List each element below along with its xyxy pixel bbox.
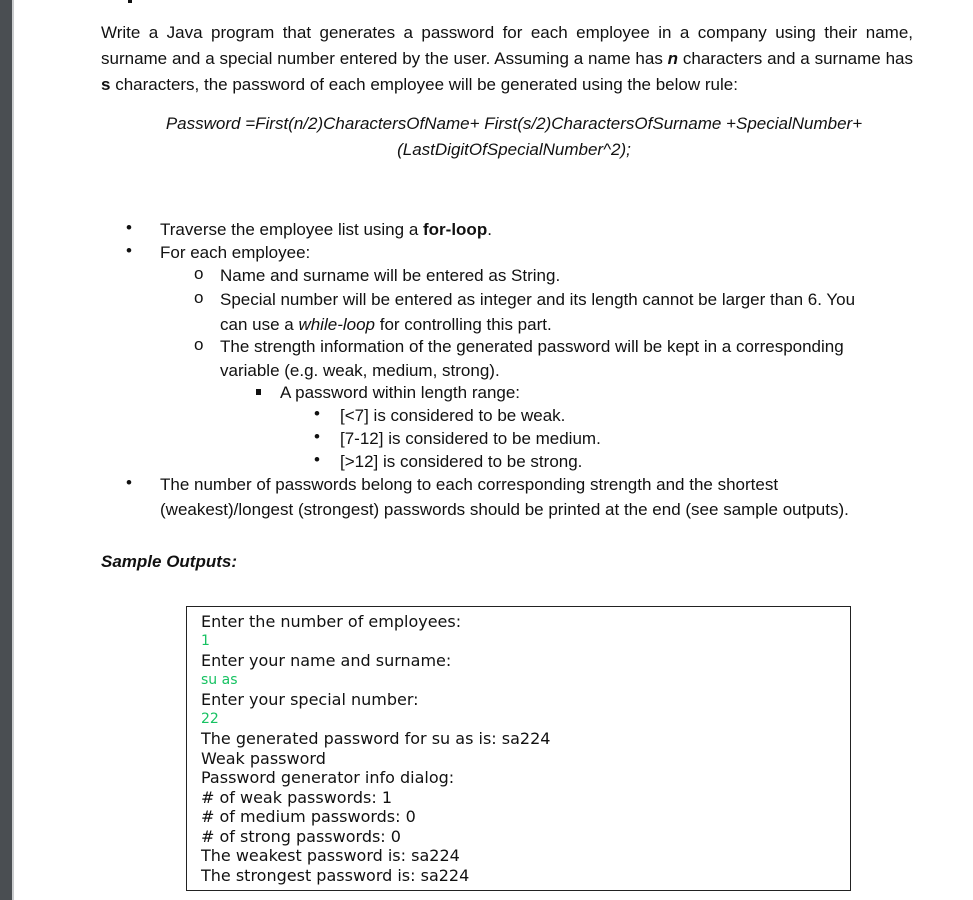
sub-bullet-special-number-l1: Special number will be entered as integer and its length cannot be larger than 6. You [220,290,856,309]
bullet-summary-l1: The number of passwords belong to each corresponding strength and the shortest [160,475,779,494]
document-page [14,0,973,900]
console-output-line: Weak password [201,748,326,768]
console-output-line: The generated password for su as is: sa224 [201,729,551,748]
bullet-dot-icon: • [126,218,132,237]
console-output-line: The weakest password is: sa224 [201,846,460,865]
formula-line-2: (LastDigitOfSpecialNumber^2); [397,140,631,159]
sample-console-output [186,606,851,891]
sub-bullet-special-number-l2: can use a while-loop for controlling this part. [220,315,552,334]
intro-paragraph: Write a Java program that generates a password for each employee in a company using their name, surname and a special number entered by the user. Assuming a name has n characters and a surname has s characters, the password of each employee will be generated using the below rule: [101,23,913,94]
range-weak: [<7] is considered to be weak. [340,406,566,425]
range-strong: [>12] is considered to be strong. [340,452,583,471]
bullet-for-loop: Traverse the employee list using a for-loop. [160,220,492,239]
bullet-summary-l2: (weakest)/longest (strongest) passwords should be printed at the end (see sample outputs). [160,500,849,519]
sub-bullet-o-icon: o [194,335,204,354]
console-output-line: Enter your name and surname: [201,651,452,670]
console-output-line: Enter your special number: [201,690,419,709]
sub-bullet-o-icon: o [194,288,204,307]
console-output-line: # of strong passwords: 0 [201,826,401,846]
viewer-left-edge [0,0,12,900]
bullet-dot-icon: • [314,427,320,446]
console-output-line: The strongest password is: sa224 [201,865,470,885]
bullet-dot-icon: • [126,473,132,492]
bullet-dot-icon: • [126,241,132,260]
range-medium: [7-12] is considered to be medium. [340,429,601,448]
sample-outputs-heading: Sample Outputs: [101,552,238,571]
sub-bullet-strength-l2: variable (e.g. weak, medium, strong). [220,361,500,380]
bullet-each-employee: For each employee: [160,243,311,262]
sub-bullet-o-icon: o [194,264,204,283]
console-user-input: 1 [201,632,210,649]
bullet-dot-icon: • [314,450,320,469]
console-output-line: # of weak passwords: 1 [201,787,393,807]
password-formula [99,111,929,163]
formula-line-1: Password =First(n/2)CharactersOfName+ First(s/2)CharactersOfSurname +SpecialNumber+ [165,114,863,133]
console-output-line: # of medium passwords: 0 [201,807,416,826]
bullet-dot-icon: • [314,404,320,423]
console-user-input: 22 [201,710,219,727]
sub-bullet-name: Name and surname will be entered as String. [220,266,561,285]
console-output-line: Password generator info dialog: [201,768,455,787]
square-bullet-icon [256,389,261,395]
console-output-line: Enter the number of employees: [201,612,462,631]
top-mark [128,0,132,3]
length-range-heading: A password within length range: [280,383,521,402]
sub-bullet-strength-l1: The strength information of the generated password will be kept in a corresponding [220,337,844,356]
console-user-input: su as [201,671,238,688]
